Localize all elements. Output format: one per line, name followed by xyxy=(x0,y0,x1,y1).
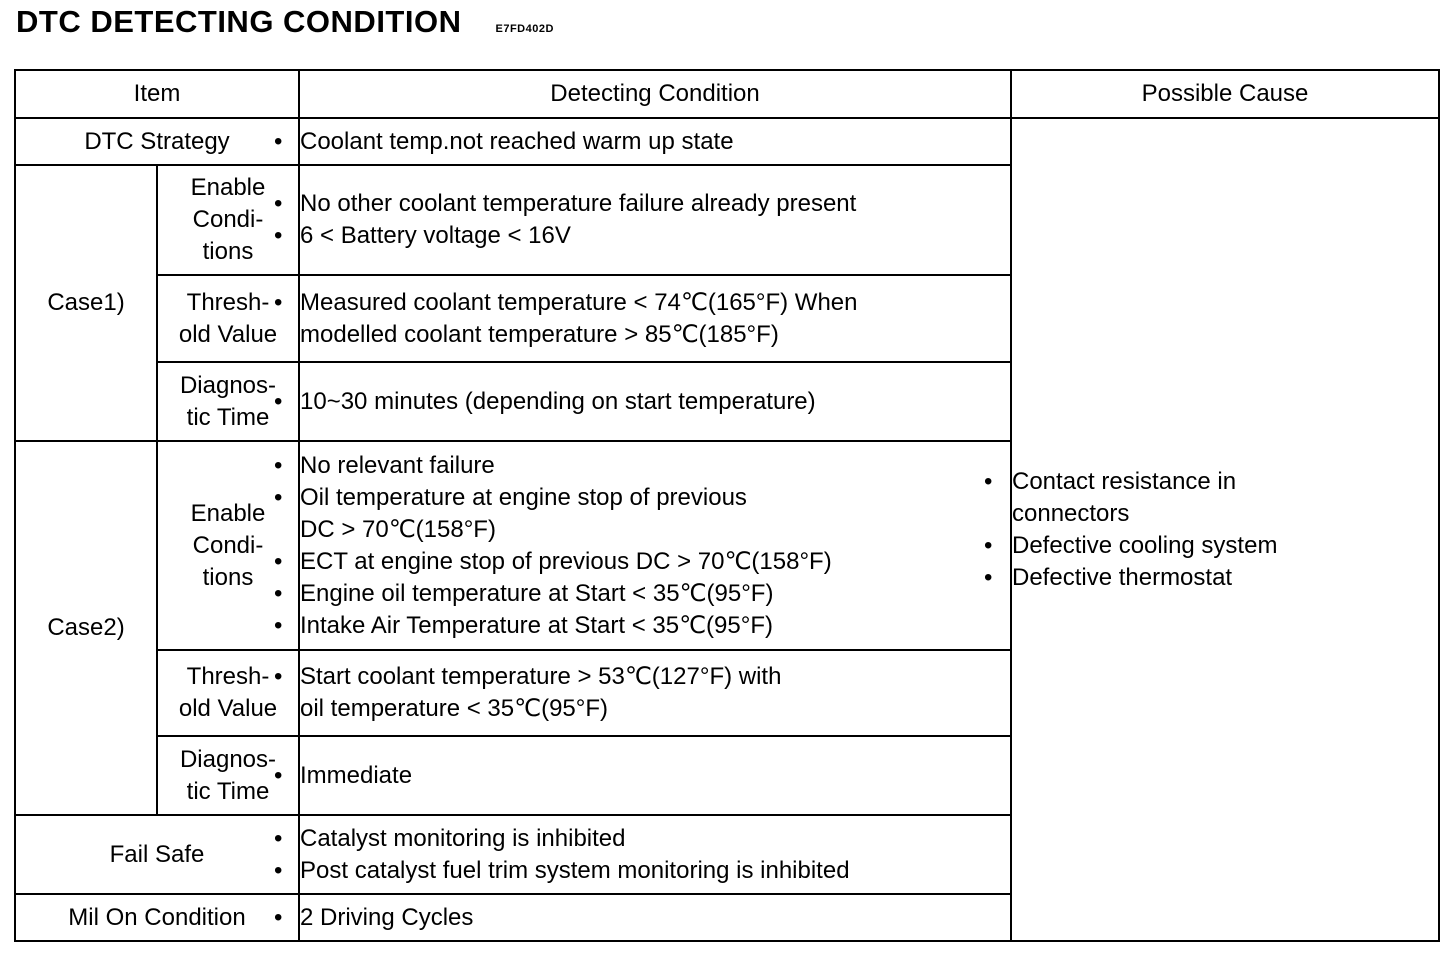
condition-line: • Start coolant temperature > 53℃(127°F) with xyxy=(300,661,1010,693)
condition-line: • No other coolant temperature failure already present xyxy=(300,188,1010,220)
sub-label-line: tions xyxy=(202,563,254,591)
condition-cell xyxy=(299,815,1011,894)
header-row xyxy=(15,70,1439,118)
sub-label-line: Enable xyxy=(190,174,266,201)
case-label: Case2) xyxy=(15,441,157,815)
cause-line: • Defective cooling system xyxy=(1012,530,1438,562)
condition-line: • Intake Air Temperature at Start < 35℃(95°F) xyxy=(300,610,1010,642)
case-label: Case1) xyxy=(15,165,157,441)
table-row xyxy=(15,118,1439,165)
sub-label-line: tic Time xyxy=(186,403,270,431)
sub-label-line: old Value xyxy=(178,695,278,722)
condition-cell xyxy=(299,736,1011,815)
dtc-table xyxy=(14,69,1440,942)
item-label: Fail Safe xyxy=(15,815,299,894)
condition-line: DC > 70℃(158°F) xyxy=(300,515,496,543)
sub-label-line: Thresh- xyxy=(186,288,270,316)
condition-line: • ECT at engine stop of previous DC > 70℃(158°F) xyxy=(300,546,1010,578)
condition-cell xyxy=(299,275,1011,362)
condition-line: • No relevant failure xyxy=(300,450,1010,482)
cause-line: • Defective thermostat xyxy=(1012,562,1438,594)
condition-line: • Coolant temp.not reached warm up state xyxy=(300,126,1010,158)
condition-cell xyxy=(299,118,1011,165)
document-code: E7FD402D xyxy=(495,23,554,35)
condition-cell xyxy=(299,650,1011,736)
page-title: DTC DETECTING CONDITION xyxy=(16,4,462,39)
header xyxy=(16,4,554,44)
condition-line: • Measured coolant temperature < 74℃(165°F) When xyxy=(300,287,1010,319)
item-label: Mil On Condition xyxy=(15,894,299,941)
condition-cell xyxy=(299,362,1011,441)
condition-cell xyxy=(299,165,1011,275)
sub-label-line: Condi- xyxy=(192,206,264,233)
header-item: Item xyxy=(15,70,299,118)
condition-line: • Post catalyst fuel trim system monitoring is inhibited xyxy=(300,855,1010,887)
condition-line: • Immediate xyxy=(300,760,1010,792)
condition-line: • Catalyst monitoring is inhibited xyxy=(300,823,1010,855)
condition-cell xyxy=(299,894,1011,941)
sub-label-line: old Value xyxy=(178,320,278,348)
sub-label-line: Diagnos- xyxy=(179,371,277,399)
condition-line: oil temperature < 35℃(95°F) xyxy=(300,695,609,722)
condition-line: • 2 Driving Cycles xyxy=(300,902,1010,934)
sub-label-line: Enable xyxy=(190,499,266,527)
condition-line: • Engine oil temperature at Start < 35℃(95°F) xyxy=(300,578,1010,610)
sub-label-line: tions xyxy=(202,238,254,265)
condition-line: • 6 < Battery voltage < 16V xyxy=(300,220,1010,252)
cause-line: • Contact resistance in xyxy=(1012,466,1438,498)
condition-cell xyxy=(299,441,1011,650)
sub-label-line: tic Time xyxy=(186,777,270,805)
item-label: DTC Strategy xyxy=(15,118,299,165)
sub-label-line: Thresh- xyxy=(186,663,270,690)
header-cause: Possible Cause xyxy=(1011,70,1439,118)
cause-cell xyxy=(1011,118,1439,941)
condition-line: • 10~30 minutes (depending on start temperature) xyxy=(300,386,1010,418)
condition-line: modelled coolant temperature > 85℃(185°F) xyxy=(300,320,779,348)
sub-label-line: Condi- xyxy=(192,531,264,559)
condition-line: • Oil temperature at engine stop of previous xyxy=(300,482,1010,514)
sub-label-line: Diagnos- xyxy=(179,745,277,773)
cause-line: connectors xyxy=(1012,499,1130,527)
header-condition: Detecting Condition xyxy=(299,70,1011,118)
